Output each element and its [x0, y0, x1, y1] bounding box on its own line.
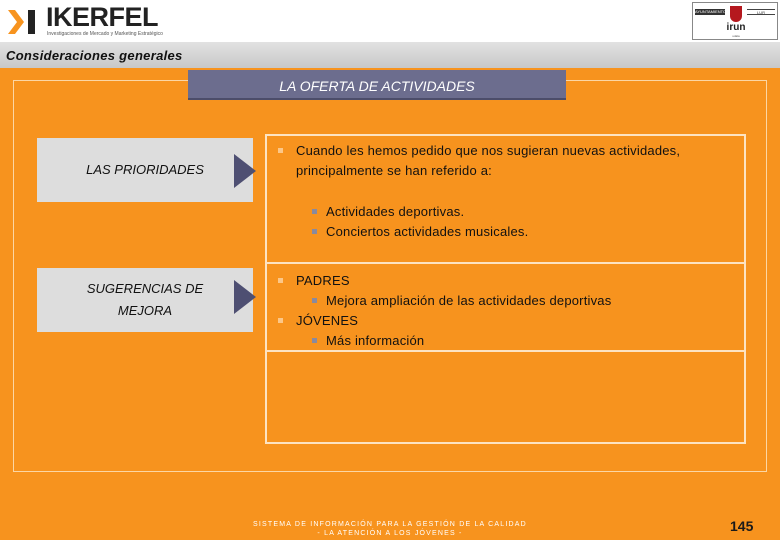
partner-logo: [692, 2, 778, 40]
section-title: Consideraciones generales: [6, 48, 183, 63]
partner-name: irun: [726, 22, 746, 33]
arrow-right-icon: [234, 280, 256, 314]
header: [0, 0, 780, 42]
logo-text: IKERFEL: [46, 2, 159, 32]
partner-sub: udala: [732, 34, 740, 38]
logo-tagline: Investigaciones de Mercado y Marketing Estratégico: [47, 31, 163, 37]
square-bullet-icon: [312, 209, 317, 214]
page-number: 145: [730, 518, 754, 534]
square-bullet-icon: [312, 229, 317, 234]
footer-line1: SISTEMA DE INFORMACIÓN PARA LA GESTIÓN DE LA CALIDAD: [253, 521, 527, 528]
content-divider: [267, 262, 744, 264]
suggestions-group-title: JÓVENES: [296, 313, 359, 328]
slide-stage: [0, 68, 780, 540]
footer-line2: - LA ATENCIÓN A LOS JÓVENES -: [317, 530, 463, 537]
content-box: [265, 134, 746, 444]
square-bullet-icon: [312, 298, 317, 303]
shield-icon: [730, 6, 742, 22]
priorities-item: Actividades deportivas.: [326, 204, 465, 219]
logo-chevron-icon: [8, 8, 40, 36]
priorities-label-box: [37, 138, 253, 202]
square-bullet-icon: [312, 338, 317, 343]
square-bullet-icon: [278, 278, 283, 283]
suggestions-group-title: PADRES: [296, 273, 350, 288]
partner-right-label: LUR: [747, 9, 775, 15]
suggestions-label-box: [37, 268, 253, 332]
content-divider: [267, 350, 744, 352]
arrow-right-icon: [234, 154, 256, 188]
priorities-intro-line2: principalmente se han referido a:: [296, 163, 492, 178]
suggestions-item: Mejora ampliación de las actividades deportivas: [326, 293, 612, 308]
suggestions-item: Más información: [326, 333, 425, 348]
partner-left-label: AYUNTAMIENTO: [695, 9, 727, 14]
priorities-label: LAS PRIORIDADES: [86, 162, 204, 177]
suggestions-label-line2: MEJORA: [117, 303, 173, 318]
slide-title: LA OFERTA DE ACTIVIDADES: [279, 78, 475, 94]
section-bar: [0, 42, 780, 68]
title-banner: [188, 70, 566, 100]
square-bullet-icon: [278, 148, 283, 153]
priorities-intro-line1: Cuando les hemos pedido que nos sugieran nuevas actividades,: [296, 143, 681, 158]
priorities-item: Conciertos actividades musicales.: [326, 224, 529, 239]
footer-text: [210, 520, 570, 538]
suggestions-label-line1: SUGERENCIAS DE: [86, 281, 204, 296]
square-bullet-icon: [278, 318, 283, 323]
